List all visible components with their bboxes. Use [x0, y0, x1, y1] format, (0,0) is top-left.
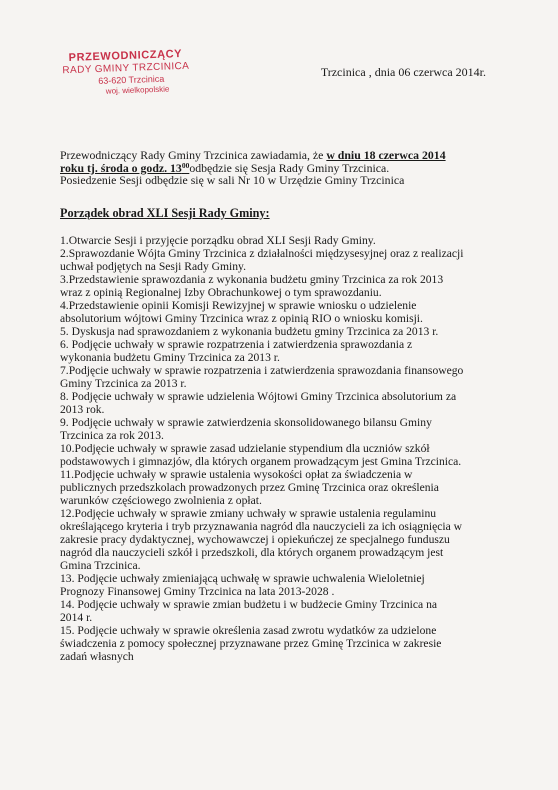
agenda-item-line: 15. Podjęcie uchwały w sprawie określenia zasad zwrotu wydatków za udzielone: [60, 624, 437, 637]
agenda-item: [60, 624, 505, 663]
agenda-item: [60, 507, 505, 572]
agenda-item: [60, 598, 505, 624]
stamp-line-3: 63-620 Trzcinica: [98, 73, 165, 86]
agenda-item-line: 5. Dyskusja nad sprawozdaniem z wykonania budżetu gminy Trzcinica za 2013 r.: [60, 325, 439, 338]
agenda-item: [60, 273, 505, 299]
agenda-item-line: wraz z opinią Regionalnej Izby Obrachunkowej o tym sprawozdaniu.: [60, 286, 382, 299]
agenda-item-line: 14. Podjęcie uchwały w sprawie zmian budżetu i w budżecie Gminy Trzcinica na: [60, 598, 438, 611]
agenda-item-line: wykonania budżetu Gminy Trzcinica za 2013 r.: [60, 351, 280, 364]
agenda-item-line: 10.Podjęcie uchwały w sprawie zasad udzielanie stypendium dla uczniów szkół: [60, 442, 430, 455]
agenda-item-line: 3.Przedstawienie sprawozdania z wykonania budżetu gminy Trzcinica za rok 2013: [60, 273, 444, 286]
agenda-item: [60, 572, 505, 598]
agenda-item-line: 13. Podjęcie uchwały zmieniającą uchwałę w sprawie uchwalenia Wieloletniej: [60, 572, 425, 585]
agenda-item-line: 2.Sprawozdanie Wójta Gminy Trzcinica z działalności międzysesyjnej oraz z realizacji: [60, 247, 464, 260]
agenda-item: [60, 416, 505, 442]
agenda-item: [60, 338, 505, 364]
agenda-item-line: warunków częściowego zwolnienia z opłat.: [60, 494, 262, 507]
agenda-item-line: 1.Otwarcie Sesji i przyjęcie porządku obrad XLI Sesji Rady Gminy.: [60, 234, 376, 247]
announcement-lead: Przewodniczący Rady Gminy Trzcinica zawiadamia, że: [60, 148, 327, 162]
agenda-item: [60, 234, 505, 247]
agenda-item-line: 8. Podjęcie uchwały w sprawie udzielenia Wójtowi Gminy Trzcinica absolutorium za: [60, 390, 457, 403]
agenda-item-line: publicznych przedszkolach prowadzonych przez Gminę Trzcinica oraz określenia: [60, 481, 439, 494]
stamp-line-4: woj. wielkopolskie: [105, 84, 170, 96]
agenda-item-line: 6. Podjęcie uchwały w sprawie rozpatrzenia i zatwierdzenia sprawozdania z: [60, 338, 413, 351]
agenda-item-line: absolutorium wójtowi Gminy Trzcinica wraz z opinią RIO o wniosku komisji.: [60, 312, 423, 325]
agenda-list: [60, 234, 505, 663]
agenda-item-line: określającego kryteria i tryb przyznawania nagród dla nauczycieli za ich osiągnięcia w: [60, 520, 463, 533]
announcement-location: Posiedzenie Sesji odbędzie się w sali Nr 10 w Urzędzie Gminy Trzcinica: [60, 173, 405, 187]
session-date-text: roku tj. środa o godz. 13: [60, 160, 182, 175]
agenda-item: [60, 247, 505, 273]
agenda-item-line: Gmina Trzcinica.: [60, 559, 141, 572]
agenda-title: Porządek obrad XLI Sesji Rady Gminy:: [60, 206, 270, 220]
agenda-item-line: podstawowych i gimnazjów, dla których organem prowadzącym jest Gmina Trzcinica.: [60, 455, 462, 468]
agenda-item-line: 2014 r.: [60, 611, 93, 624]
agenda-item: [60, 325, 505, 338]
agenda-item-line: 12.Podjęcie uchwały w sprawie zmiany uchwały w sprawie ustalenia regulaminu: [60, 507, 437, 520]
announcement-after-hour: odbędzie się Sesja Rady Gminy Trzcinica.: [189, 160, 390, 175]
session-date-part-1: w dniu 18 czerwca 2014: [326, 148, 446, 162]
place-and-date: Trzcinica , dnia 06 czerwca 2014r.: [320, 65, 486, 79]
agenda-item: [60, 299, 505, 325]
agenda-item-line: 2013 rok.: [60, 403, 105, 416]
stamp-line-1: PRZEWODNICZĄCY: [68, 48, 183, 64]
agenda-item: [60, 390, 505, 416]
session-hour-minutes: 00: [181, 160, 190, 170]
agenda-item: [60, 442, 505, 468]
agenda-item-line: zakresie pracy dydaktycznej, wychowawczej i opiekuńczej ze specjalnego funduszu: [60, 533, 450, 546]
chairman-stamp: [51, 47, 201, 98]
agenda-item-line: Prognozy Finansowej Gminy Trzcinica na lata 2013-2028 .: [60, 585, 335, 598]
agenda-item-line: zadań własnych: [60, 650, 134, 663]
agenda-item-line: Trzcinica za rok 2013.: [60, 429, 164, 442]
agenda-item-line: 7.Podjęcie uchwały w sprawie rozpatrzenia i zatwierdzenia sprawozdania finansowego: [60, 364, 464, 377]
agenda-item-line: uchwał podjętych na Sesji Rady Gminy.: [60, 260, 247, 273]
agenda-item: [60, 364, 505, 390]
stamp-line-2: RADY GMINY TRZCINICA: [62, 60, 190, 77]
session-announcement: [60, 149, 500, 187]
agenda-item-line: Gminy Trzcinica za 2013 r.: [60, 377, 187, 390]
agenda-item-line: 9. Podjęcie uchwały w sprawie zatwierdzenia skonsolidowanego bilansu Gminy: [60, 416, 432, 429]
agenda-item-line: świadczenia z pomocy społecznej przyznawane przez Gminę Trzcinica w zakresie: [60, 637, 442, 650]
agenda-item-line: nagród dla nauczycieli szkół i przedszkoli, dla których organem prowadzącym jest: [60, 546, 444, 559]
agenda-item: [60, 468, 505, 507]
agenda-item-line: 11.Podjęcie uchwały w sprawie ustalenia wysokości opłat za świadczenia w: [60, 468, 413, 481]
agenda-item-line: 4.Przedstawienie opinii Komisji Rewizyjnej w sprawie wniosku o udzielenie: [60, 299, 417, 312]
